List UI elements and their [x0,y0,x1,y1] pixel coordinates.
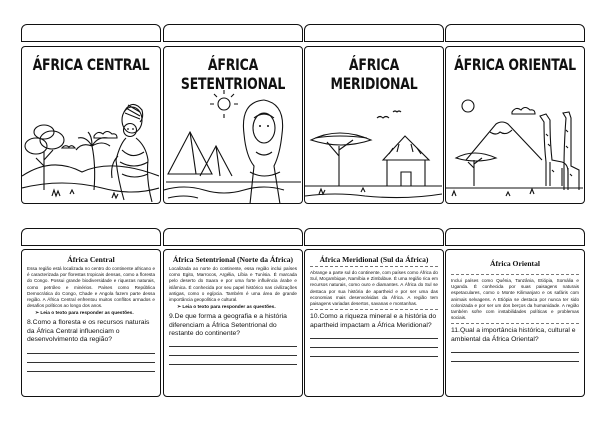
box-tab [163,228,303,246]
box-title: África Oriental [490,259,540,268]
answer-line[interactable] [310,330,438,339]
card-title: ÁFRICA CENTRAL [32,55,150,74]
answer-line[interactable] [451,353,579,362]
answer-line[interactable] [169,338,297,347]
divider [451,274,579,275]
box-text: Abrange a parte sul do continente, com países como África do Sul, Moçambique, Namíbia e Zimbábue. É uma região rica em recursos naturais, como ouro e diamantes. A África do Sul se destaca por sua história de apartheid e por ser uma das economias mais desenvolvidas da África. A região tem paisagens variadas desertos, savanas e montanhas. [310,270,438,307]
coloring-card [21,46,161,204]
text-box-africa-setentrional [163,249,303,397]
divider [310,309,438,310]
card-africa-oriental [445,24,585,204]
instruction: ➢ Leia o texto para responder as questões. [35,311,134,317]
box-text: Localizada ao norte do continente, essa região inclui países como Egito, Marrocos, Argélia, Líbia e Tunísia. É marcada pelo deserto do Saara e por uma forte influência árabe e islâmica. É conhecida por seu papel histórico nas civilizações antigas, como o egípcia. Também é uma área de grande importância geopolítica e cultural. [169,266,297,303]
divider [310,266,438,267]
card-title: ÁFRICA ORIENTAL [454,55,576,74]
box-tab [21,228,161,246]
coloring-card [304,46,444,204]
answer-line[interactable] [27,345,155,354]
question: 8.Como a floresta e os recursos naturais da África Central influenciam o desenvolvimento da região? [27,319,150,344]
central-africa-illustration [22,78,159,203]
card-africa-meridional [304,24,444,204]
box-title: África Central [67,255,115,264]
question: 10.Como a riqueza mineral e a história do apartheid impactam a África Meridional? [310,313,437,329]
text-box-africa-meridional [304,249,444,397]
instruction-text: Leia o texto para responder as questões. [182,305,276,311]
text-box-africa-central [21,249,161,397]
east-africa-illustration [446,78,583,203]
answer-line[interactable] [310,348,438,357]
north-africa-illustration [164,78,301,203]
coloring-card [163,46,303,204]
card-title: ÁFRICA MERIDIONAL [330,55,418,93]
card-tab [304,24,444,42]
answer-line[interactable] [27,363,155,372]
answer-line[interactable] [310,339,438,348]
answer-line[interactable] [169,356,297,365]
box-tab [304,228,444,246]
text-box-africa-oriental [445,249,585,397]
divider [451,323,579,324]
answer-line[interactable] [451,344,579,353]
box-title: África Setentrional (Norte da África) [172,255,294,264]
south-africa-illustration [305,78,442,203]
box-tab [445,228,585,246]
card-tab [21,24,161,42]
instruction: ➢ Leia o texto para responder as questões. [177,305,276,311]
card-africa-central [21,24,161,204]
question: 9.De que forma a geografia e a história diferenciam a África Setentrional do restante do continente? [169,313,287,338]
card-tab [445,24,585,42]
answer-line[interactable] [27,354,155,363]
instruction-text: Leia o texto para responder as questões. [40,311,134,317]
box-title: África Meridional (Sul da África) [319,255,429,264]
coloring-card [445,46,585,204]
card-title: ÁFRICA SETENTRIONAL [180,55,286,93]
card-tab [163,24,303,42]
question: 11.Qual a importância histórica, cultural e ambiental da África Oriental? [451,327,576,343]
box-text: Essa região está localizada no centro do continente africano e é caracterizada por florestas tropicais densas, como a floresta do Congo. Possui grande biodiversidade e riquezas naturais, como petróleo e minérios. Países como República Democrática do Congo, Chade e Angola fazem parte dessa região. A África Central enfrentou muitos conflitos armados e desafios políticos ao longo dos anos. [27,266,155,309]
answer-line[interactable] [169,347,297,356]
card-africa-setentrional [163,24,303,204]
box-text: Inclui países como Quênia, Tanzânia, Etiópia, Somália e Uganda. É conhecida por suas paisagens naturais espetaculares, como o Monte Kilimanjaro e os safáris com animais selvagens. A Etiópia se destaca por nunca ter sido colonizada e por ser um dos berços da humanidade. A região também sofre com instabilidades políticas e problemas sociais. [451,278,579,321]
